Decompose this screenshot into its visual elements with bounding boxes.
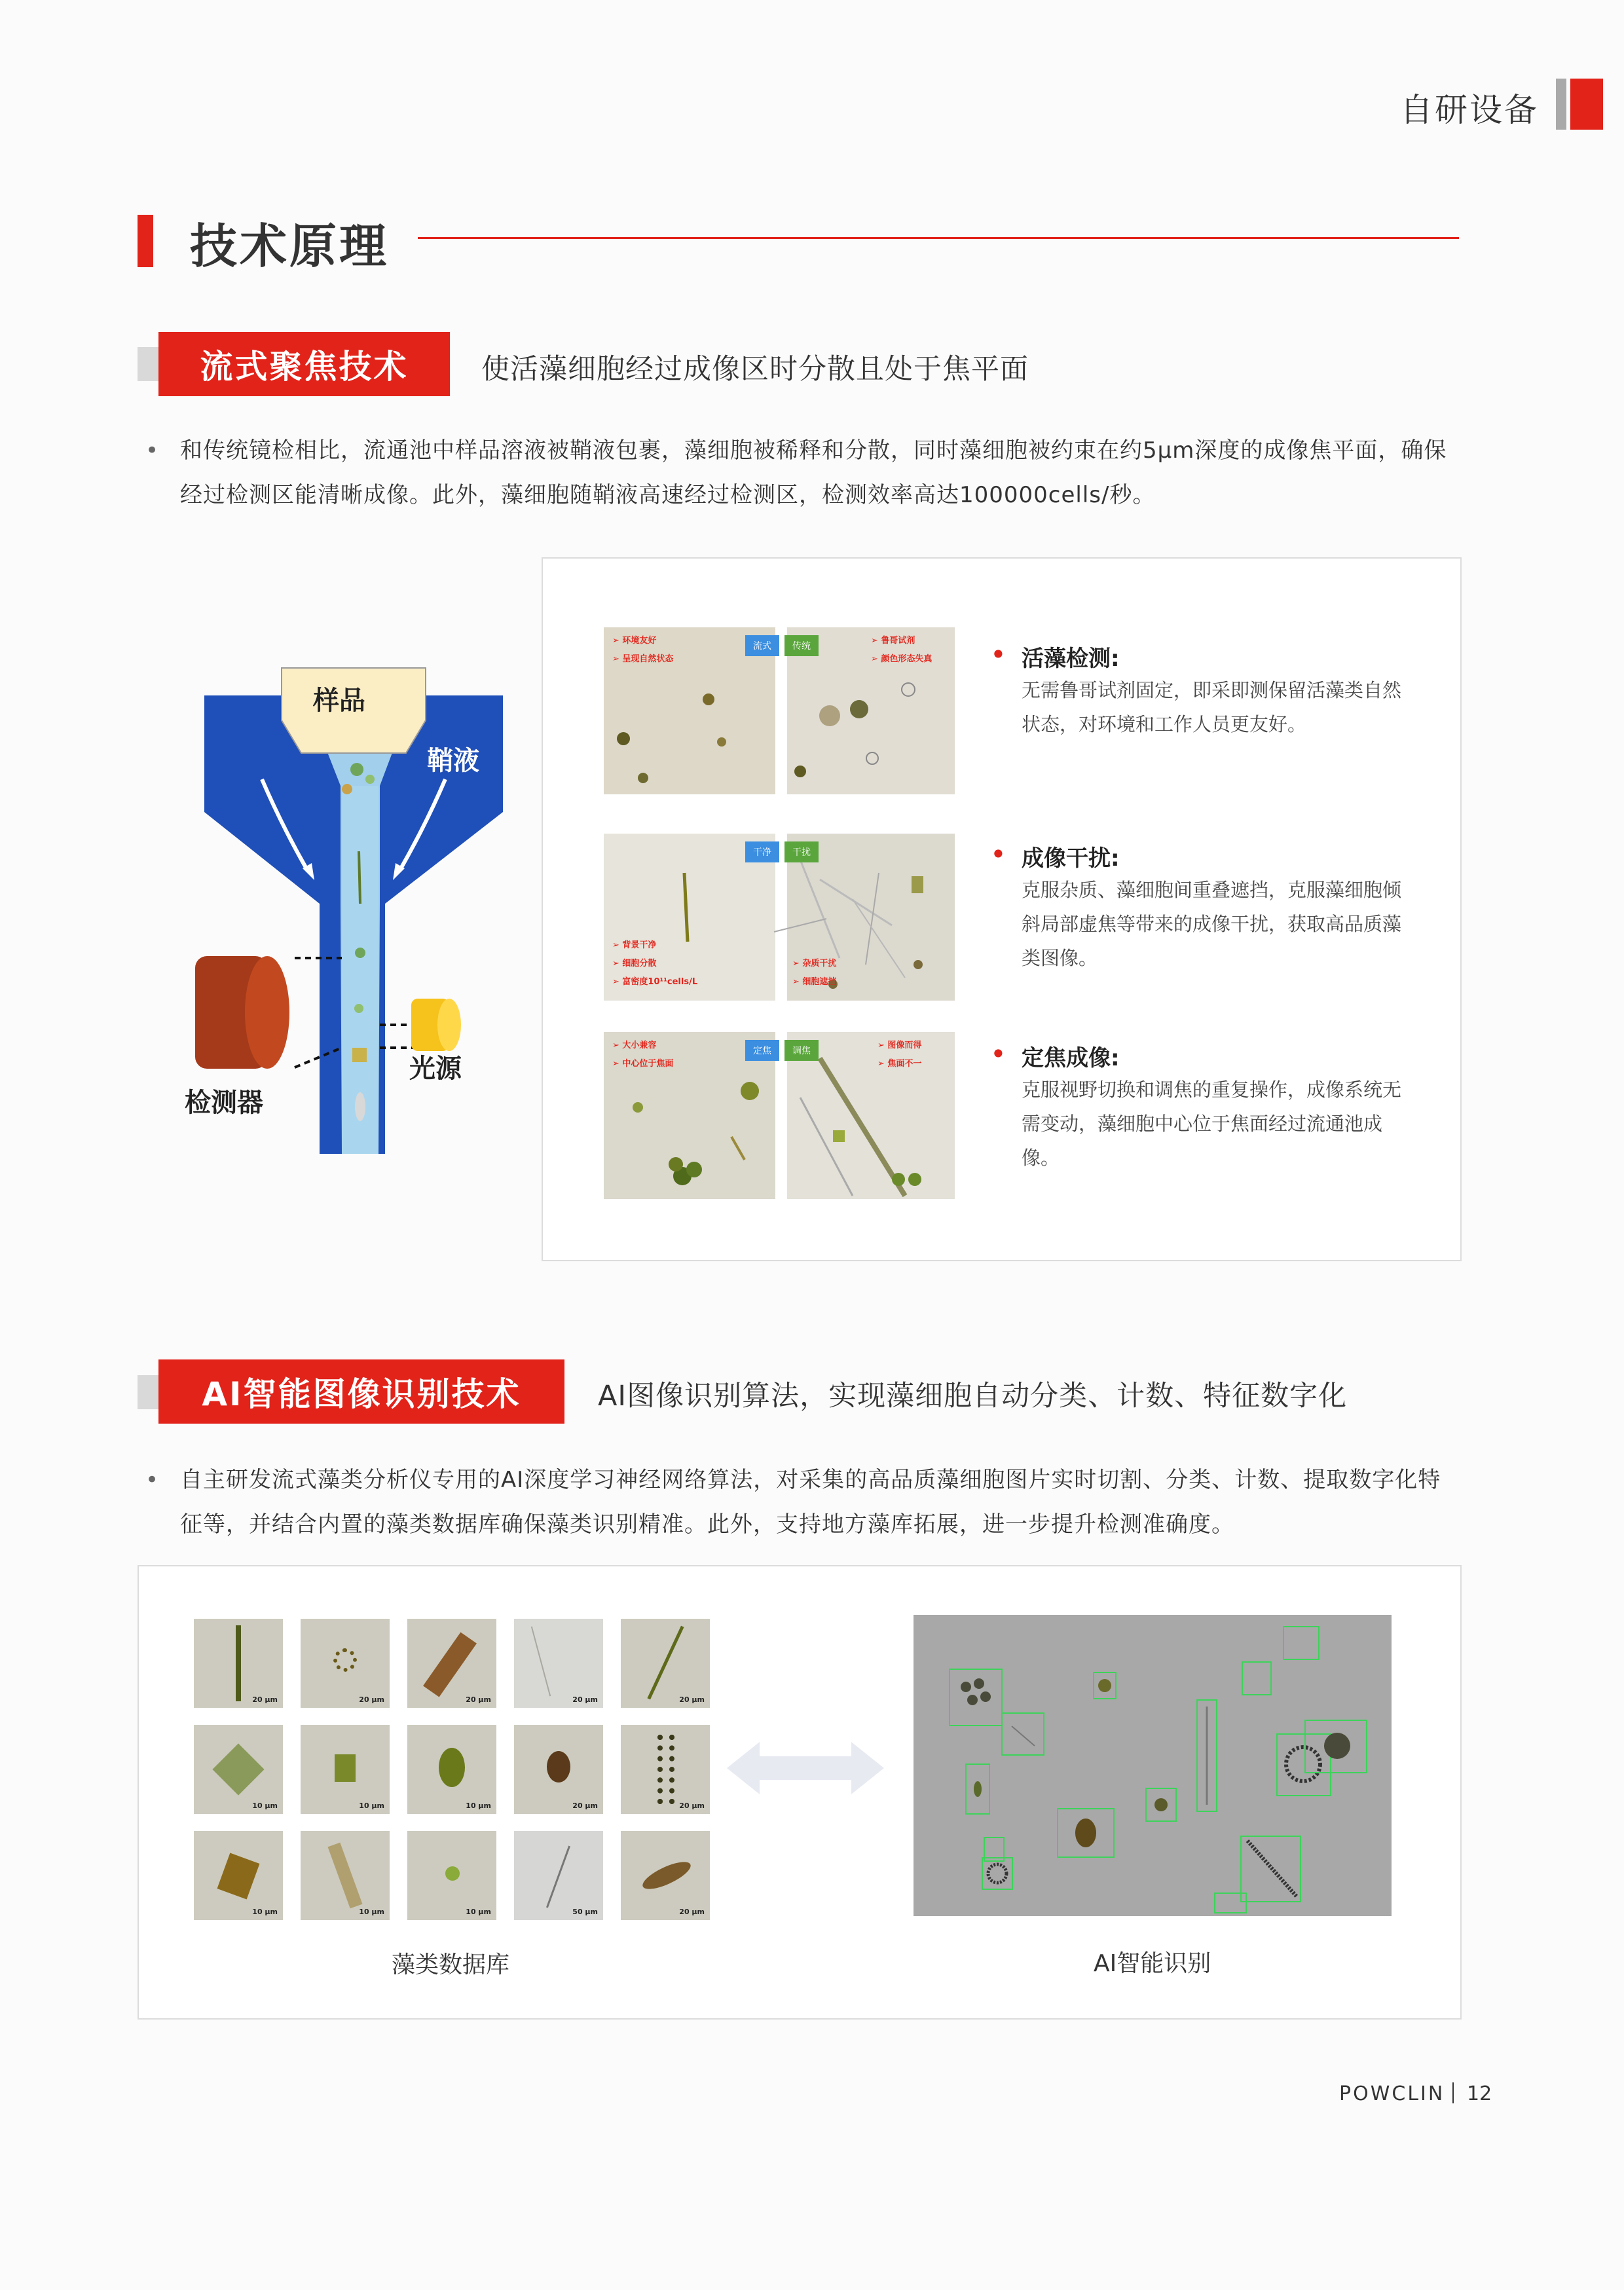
section-title-rule [418, 237, 1459, 239]
algae-thumb: 20 μm [621, 1831, 710, 1920]
ai-tag: AI智能图像识别技术 [158, 1359, 564, 1424]
diagram-detector-label: 检测器 [185, 1088, 263, 1118]
ai-detection-boxes [913, 1615, 1392, 1916]
chip-left-2: 干净 [745, 841, 779, 862]
chip-right-2: 干扰 [784, 841, 819, 862]
section-title: 技术原理 [190, 219, 390, 274]
right-notes-1: ➢ 鲁哥试剂 ➢ 颜色形态失真 [871, 636, 932, 664]
diagram-sheath-label: 鞘液 [427, 746, 479, 776]
database-label: 藻类数据库 [392, 1951, 510, 1978]
feature-bullet-3: • [990, 1038, 1006, 1070]
algae-thumb: 20 μm [514, 1619, 603, 1708]
double-arrow-icon [727, 1735, 884, 1801]
left-notes-3: ➢ 大小兼容 ➢ 中心位于焦面 [612, 1041, 674, 1069]
page-number: 12 [1467, 2082, 1492, 2105]
algae-thumb: 10 μm [301, 1725, 390, 1814]
ai-bullet: • [145, 1467, 159, 1493]
algae-thumb: 50 μm [514, 1831, 603, 1920]
feature-bullet-1: • [990, 638, 1006, 671]
feature-text-1: 无需鲁哥试剂固定，即采即测保留活藻类自然状态，对环境和工作人员更友好。 [1022, 679, 1402, 735]
algae-thumb: 10 μm [407, 1831, 496, 1920]
footer-brand: POWCLIN [1339, 2082, 1445, 2105]
footer-divider [1452, 2082, 1454, 2103]
feature-title-3: 定焦成像: [1022, 1045, 1120, 1071]
algae-thumb: 20 μm [621, 1619, 710, 1708]
right-notes-2: ➢ 杂质干扰 ➢ 细胞遮挡 [792, 959, 837, 987]
chip-right-1: 传统 [784, 635, 819, 656]
ai-recognition-label: AI智能识别 [1094, 1950, 1211, 1977]
feature-title-2: 成像干扰: [1022, 845, 1120, 872]
right-notes-3: ➢ 图像而得 ➢ 焦面不一 [877, 1041, 922, 1069]
algae-thumb: 10 μm [194, 1831, 283, 1920]
flow-bullet: • [145, 437, 159, 464]
feature-title-1: 活藻检测: [1022, 646, 1120, 672]
algae-thumb: 20 μm [621, 1725, 710, 1814]
flow-paragraph: 和传统镜检相比，流通池中样品溶液被鞘液包裹，藻细胞被稀释和分散，同时藻细胞被约束在约5μm深度的成像焦平面，确保经过检测区能清晰成像。此外，藻细胞随鞘液高速经过检测区，检测效率高达100000cells/秒。 [180, 437, 1447, 508]
section-title-marker [138, 215, 153, 267]
algae-thumb: 20 μm [514, 1725, 603, 1814]
chip-right-3: 调焦 [784, 1040, 819, 1061]
algae-thumb: 10 μm [194, 1725, 283, 1814]
algae-thumb: 20 μm [301, 1619, 390, 1708]
feature-text-3: 克服视野切换和调焦的重复操作，成像系统无需变动，藻细胞中心位于焦面经过流通池成像。 [1022, 1079, 1402, 1169]
algae-database-grid [194, 1619, 711, 1923]
diagram-sample-label: 样品 [313, 686, 365, 716]
header-tag: 自研设备 [1400, 91, 1539, 129]
algae-thumb: 10 μm [407, 1725, 496, 1814]
feature-text-2: 克服杂质、藻细胞间重叠遮挡，克服藻细胞倾斜局部虚焦等带来的成像干扰，获取高品质藻类图像。 [1022, 879, 1402, 969]
diagram-light-label: 光源 [409, 1054, 462, 1084]
chip-left-1: 流式 [745, 635, 779, 656]
header-gray-bar [1556, 79, 1566, 130]
chip-left-3: 定焦 [745, 1040, 779, 1061]
flow-tag: 流式聚焦技术 [158, 332, 450, 396]
header-red-bar [1570, 79, 1603, 130]
feature-bullet-2: • [990, 838, 1006, 870]
algae-thumb: 10 μm [301, 1831, 390, 1920]
ai-paragraph: 自主研发流式藻类分析仪专用的AI深度学习神经网络算法，对采集的高品质藻细胞图片实时切割、分类、计数、提取数字化特征等，并结合内置的藻类数据库确保藻类识别精准。此外，支持地方藻库拓展，进一步提升检测准确度。 [180, 1467, 1441, 1538]
left-notes-1: ➢ 环境友好 ➢ 呈现自然状态 [612, 636, 674, 664]
algae-thumb: 20 μm [194, 1619, 283, 1708]
flow-subtitle: 使活藻细胞经过成像区时分散且处于焦平面 [481, 353, 1029, 386]
ai-subtitle: AI图像识别算法，实现藻细胞自动分类、计数、特征数字化 [598, 1380, 1348, 1413]
algae-thumb: 20 μm [407, 1619, 496, 1708]
left-notes-2: ➢ 背景干净 ➢ 细胞分散 ➢ 富密度10¹¹cells/L [612, 940, 698, 987]
